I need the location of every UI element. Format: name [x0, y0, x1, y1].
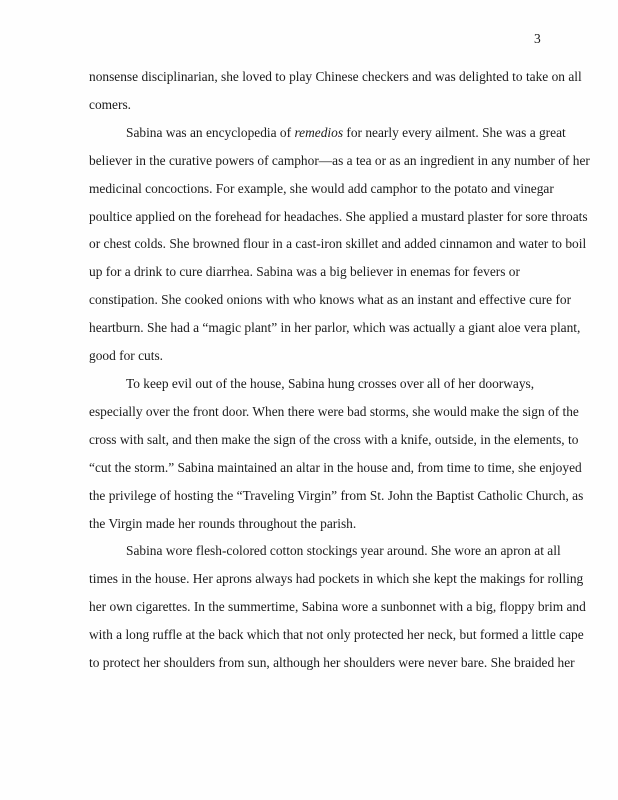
text-line: with a long ruffle at the back which that not only protected her neck, but formed a little cape: [89, 627, 584, 643]
paragraph-4-continued: [89, 565, 586, 677]
text-line: believer in the curative powers of camphor—as a tea or as an ingredient in any number of her: [89, 152, 590, 168]
text-line: [89, 119, 566, 147]
text-line: nonsense disciplinarian, she loved to play Chinese checkers and was delighted to take on all: [89, 69, 582, 84]
text-line: or chest colds. She browned flour in a cast-iron skillet and added cinnamon and water to boil: [89, 236, 587, 252]
document-body: [89, 63, 590, 677]
text-line: constipation. She cooked onions with who knows what as an instant and effective cure for: [89, 292, 572, 308]
text-run: Sabina was an encyclopedia of: [126, 124, 295, 140]
text-line: good for cuts.: [89, 348, 164, 364]
paragraph-2-continued: [89, 147, 590, 370]
paragraph-2: [89, 119, 566, 147]
paragraph-3: [89, 370, 549, 398]
paragraph-3-continued: [89, 398, 584, 538]
text-line: up for a drink to cure diarrhea. Sabina was a big believer in enemas for fevers or: [89, 264, 520, 280]
text-line: heartburn. She had a “magic plant” in her parlor, which was actually a giant aloe vera plant,: [89, 320, 581, 336]
text-line: to protect her shoulders from sun, although her shoulders were never bare. She braided her: [89, 655, 575, 671]
text-line: cross with salt, and then make the sign of the cross with a knife, outside, in the elements, to: [89, 431, 579, 447]
paragraph-1: [89, 63, 582, 119]
text-line: Sabina wore flesh-colored cotton stockings year around. She wore an apron at all: [126, 543, 561, 559]
text-line: her own cigarettes. In the summertime, Sabina wore a sunbonnet with a big, floppy brim and: [89, 599, 586, 615]
page-number: 3: [534, 31, 541, 46]
italic-term: remedios: [294, 124, 344, 140]
text-run: for nearly every ailment. She was a great: [343, 124, 566, 140]
text-line: the privilege of hosting the “Traveling Virgin” from St. John the Baptist Catholic Church, as: [89, 487, 584, 503]
text-line: “cut the storm.” Sabina maintained an altar in the house and, from time to time, she enjoyed: [89, 459, 582, 475]
text-line: times in the house. Her aprons always had pockets in which she kept the makings for rolling: [89, 571, 584, 587]
text-line: poultice applied on the forehead for headaches. She applied a mustard plaster for sore throats: [89, 208, 588, 224]
text-line: To keep evil out of the house, Sabina hung crosses over all of her doorways,: [126, 375, 535, 391]
text-line: medicinal concoctions. For example, she would add camphor to the potato and vinegar: [89, 180, 554, 196]
text-line: comers.: [89, 96, 132, 112]
text-line: especially over the front door. When there were bad storms, she would make the sign of the: [89, 403, 579, 419]
paragraph-4: [89, 537, 561, 565]
text-line: the Virgin made her rounds throughout the parish.: [89, 515, 357, 531]
